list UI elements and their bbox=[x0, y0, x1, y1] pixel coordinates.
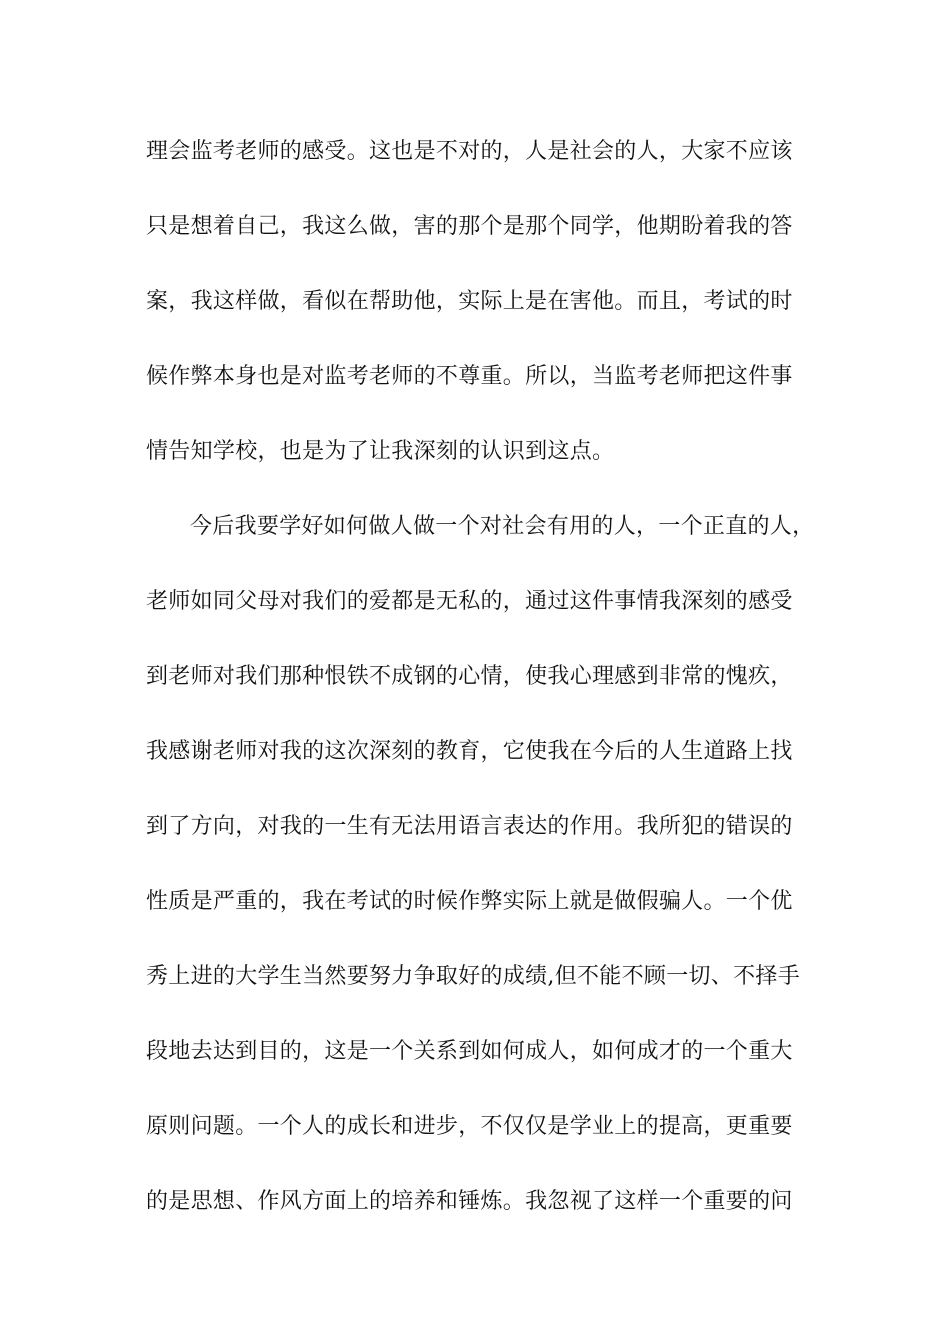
text-line: 我感谢老师对我的这次深刻的教育，它使我在今后的人生道路上找 bbox=[146, 739, 793, 764]
text-line: 老师如同父母对我们的爱都是无私的，通过这件事情我深刻的感受 bbox=[146, 589, 793, 614]
paragraph-start-line: 今后我要学好如何做人做一个对社会有用的人，一个正直的人， bbox=[190, 514, 815, 539]
body-text bbox=[146, 130, 836, 1255]
text-line: 到老师对我们那种恨铁不成钢的心情，使我心理感到非常的愧疚， bbox=[146, 664, 793, 689]
text-line: 秀上进的大学生当然要努力争取好的成绩,但不能不顾一切、不择手 bbox=[146, 964, 800, 989]
text-line: 只是想着自己，我这么做，害的那个是那个同学，他期盼着我的答 bbox=[146, 214, 793, 239]
text-line: 的是思想、作风方面上的培养和锤炼。我忽视了这样一个重要的问 bbox=[146, 1189, 793, 1214]
text-line: 性质是严重的，我在考试的时候作弊实际上就是做假骗人。一个优 bbox=[146, 889, 793, 914]
text-line: 情告知学校，也是为了让我深刻的认识到这点。 bbox=[146, 439, 615, 464]
text-line: 案，我这样做，看似在帮助他，实际上是在害他。而且，考试的时 bbox=[146, 289, 793, 314]
text-line: 候作弊本身也是对监考老师的不尊重。所以，当监考老师把这件事 bbox=[146, 364, 793, 389]
text-line: 原则问题。一个人的成长和进步，不仅仅是学业上的提高，更重要 bbox=[146, 1114, 793, 1139]
text-line: 段地去达到目的，这是一个关系到如何成人，如何成才的一个重大 bbox=[146, 1039, 793, 1064]
text-line: 到了方向，对我的一生有无法用语言表达的作用。我所犯的错误的 bbox=[146, 814, 793, 839]
text-line: 理会监考老师的感受。这也是不对的，人是社会的人，大家不应该 bbox=[146, 139, 793, 164]
